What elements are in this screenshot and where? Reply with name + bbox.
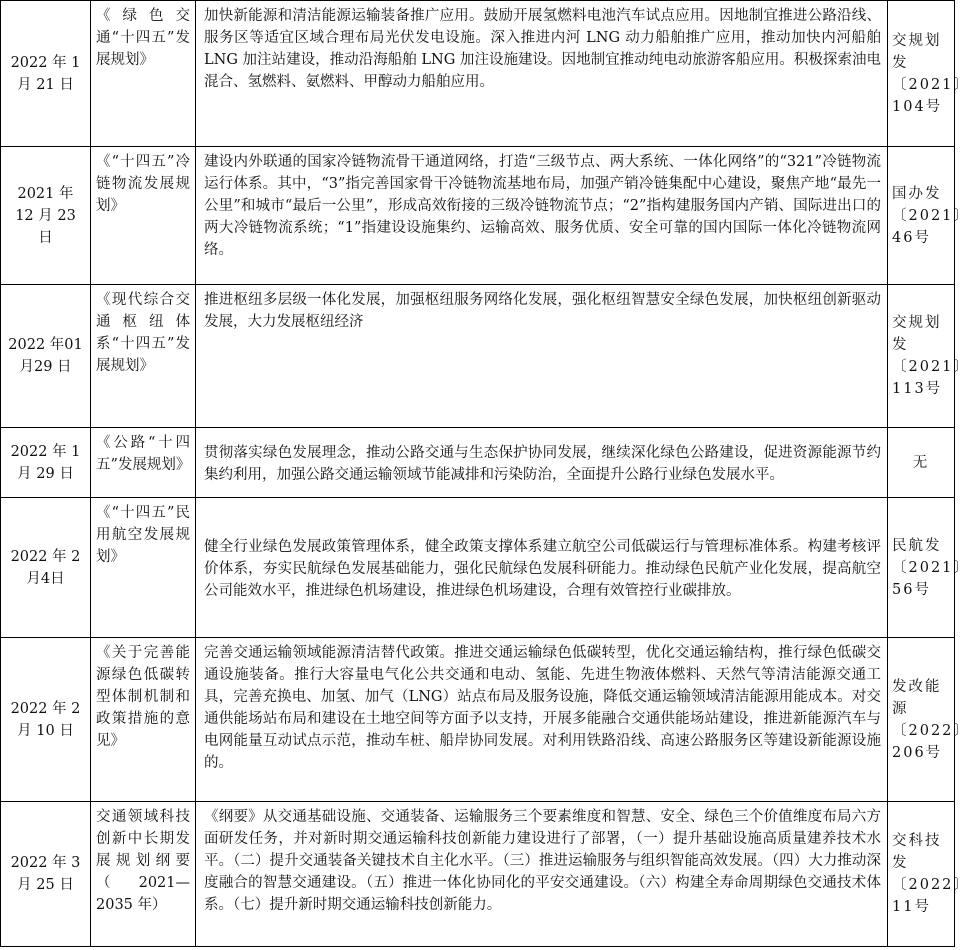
document-number-cell: 民航发〔2021〕56号: [888, 498, 955, 638]
date-cell: 2021 年 12 月 23 日: [1, 147, 91, 285]
date-cell: 2022 年 2 月 10 日: [1, 638, 91, 802]
table-row: [1, 1, 955, 147]
document-number-cell: 交科技发〔2022〕11号: [888, 802, 955, 947]
policy-title-cell: 《“十四五”民用航空发展规划》: [91, 498, 196, 638]
document-number-cell: 交规划发〔2021〕104号: [888, 1, 955, 147]
policy-content-cell: 完善交通运输领域能源清洁替代政策。推进交通运输绿色低碳转型，优化交通运输结构，推行绿色低碳交通设施装备。推行大容量电气化公共交通和电动、氢能、先进生物液体燃料、天然气等清洁能源交通工具，完善充换电、加氢、加气（LNG）站点布局及服务设施，降低交通运输领域清洁能源用能成本。对交通供能场站布局和建设在土地空间等方面予以支持，开展多能融合交通供能场站建设，推进新能源汽车与电网能量互动试点示范，推动车桩、船岸协同发展。对利用铁路沿线、高速公路服务区等建设新能源设施的。: [196, 638, 888, 802]
policy-title-cell: 《公路“十四五”发展规划》: [91, 428, 196, 498]
policy-content-cell: 建设内外联通的国家冷链物流骨干通道网络，打造“三级节点、两大系统、一体化网络”的“321”冷链物流运行体系。其中，“3”指完善国家骨干冷链物流基地布局，加强产销冷链集配中心建设，聚焦产地“最先一公里”和城市“最后一公里”，形成高效衔接的三级冷链物流节点；“2”指构建服务国内产销、国际进出口的两大冷链物流系统；“1”指建设设施集约、运输高效、服务优质、安全可靠的国内国际一体化冷链物流网络。: [196, 147, 888, 285]
policy-content-cell: 加快新能源和清洁能源运输装备推广应用。鼓励开展氢燃料电池汽车试点应用。因地制宜推进公路沿线、服务区等适宜区域合理布局光伏发电设施。深入推进内河 LNG 动力船舶推广应用，推动加快内河船舶 LNG 加注站建设，推动沿海船舶 LNG 加注设施建设。因地制宜推动纯电动旅游客船应用。积极探索油电混合、氢燃料、氨燃料、甲醇动力船舶应用。: [196, 1, 888, 147]
policy-title-cell: 《“十四五”冷链物流发展规划》: [91, 147, 196, 285]
date-cell: 2022 年 2月4日: [1, 498, 91, 638]
document-number-cell: 发改能源〔2022〕206号: [888, 638, 955, 802]
policy-title-cell: 《绿色交通“十四五”发展规划》: [91, 1, 196, 147]
date-cell: 2022 年 1 月 21 日: [1, 1, 91, 147]
document-number-cell: 无: [888, 428, 955, 498]
table-row: [1, 147, 955, 285]
table-row: [1, 428, 955, 498]
policy-content-cell: 贯彻落实绿色发展理念，推动公路交通与生态保护协同发展，继续深化绿色公路建设，促进资源能源节约集约利用，加强公路交通运输领域节能减排和污染防治，全面提升公路行业绿色发展水平。: [196, 428, 888, 498]
table-row: [1, 285, 955, 428]
document-number-cell: 国办发〔2021〕46号: [888, 147, 955, 285]
policy-title-cell: 《现代综合交通枢纽体系“十四五”发展规划》: [91, 285, 196, 428]
policy-content-cell: 健全行业绿色发展政策管理体系，健全政策支撑体系建立航空公司低碳运行与管理标准体系。构建考核评价体系，夯实民航绿色发展基础能力，强化民航绿色发展科研能力。推动绿色民航产业化发展，提高航空公司能效水平，推进绿色机场建设，推进绿色机场建设，合理有效管控行业碳排放。: [196, 498, 888, 638]
policy-content-cell: 《纲要》从交通基础设施、交通装备、运输服务三个要素维度和智慧、安全、绿色三个价值维度布局六方面研发任务，并对新时期交通运输科技创新能力建设进行了部署，（一）提升基础设施高质量建养技术水平。（二）提升交通装备关键技术自主化水平。（三）推进运输服务与组织智能高效发展。（四）大力推动深度融合的智慧交通建设。（五）推进一体化协同化的平安交通建设。（六）构建全寿命周期绿色交通技术体系。（七）提升新时期交通运输科技创新能力。: [196, 802, 888, 947]
policy-content-cell: 推进枢纽多层级一体化发展，加强枢纽服务网络化发展，强化枢纽智慧安全绿色发展，加快枢纽创新驱动发展，大力发展枢纽经济: [196, 285, 888, 428]
policy-title-cell: 《关于完善能源绿色低碳转型体制机制和政策措施的意见》: [91, 638, 196, 802]
document-number-cell: 交规划发〔2021〕113号: [888, 285, 955, 428]
table-row: [1, 802, 955, 947]
date-cell: 2022 年 3 月 25 日: [1, 802, 91, 947]
table-row: [1, 638, 955, 802]
table-row: [1, 498, 955, 638]
date-cell: 2022 年 1 月 29 日: [1, 428, 91, 498]
date-cell: 2022 年01 月29 日: [1, 285, 91, 428]
policy-title-cell: 交通领域科技创新中长期发展规划纲要（2021—2035 年）: [91, 802, 196, 947]
